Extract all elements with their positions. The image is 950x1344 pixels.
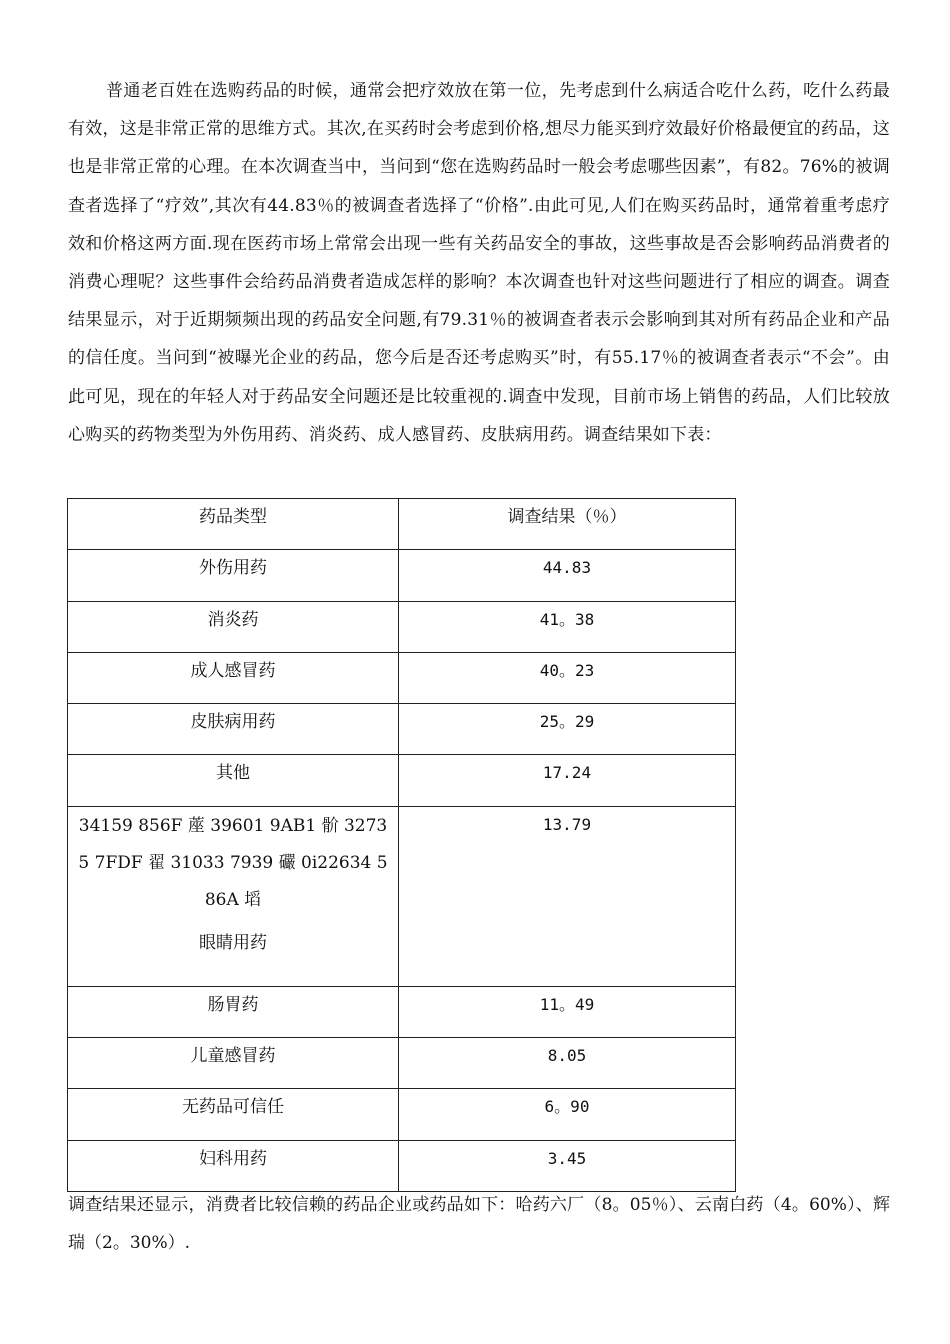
result-cell: 41。38: [399, 601, 736, 652]
table-row: [68, 1089, 736, 1140]
medicine-type-cell: 成人感冒药: [68, 652, 399, 703]
table-row: [68, 704, 736, 755]
header-medicine-type: 药品类型: [68, 499, 399, 550]
medicine-type-cell: [68, 806, 399, 986]
medicine-type-cell: 其他: [68, 755, 399, 806]
medicine-type-cell: 儿童感冒药: [68, 1038, 399, 1089]
result-cell: 8.05: [399, 1038, 736, 1089]
table-row: [68, 755, 736, 806]
header-survey-result: 调查结果（％）: [399, 499, 736, 550]
medicine-type-cell: 无药品可信任: [68, 1089, 399, 1140]
result-cell: 13.79: [399, 806, 736, 986]
result-cell: 17.24: [399, 755, 736, 806]
result-cell: 3.45: [399, 1140, 736, 1191]
table-row: [68, 806, 736, 986]
table-row: [68, 1140, 736, 1191]
medicine-type-cell: 肠胃药: [68, 986, 399, 1037]
survey-results-table: [67, 498, 736, 1192]
medicine-type-label: 眼睛用药: [199, 932, 267, 953]
medicine-type-cell: 妇科用药: [68, 1140, 399, 1191]
table-row: [68, 986, 736, 1037]
table-row: [68, 1038, 736, 1089]
outro-paragraph: 调查结果还显示，消费者比较信赖的药品企业或药品如下：哈药六厂（8。05％）、云南白药（4。60%）、辉瑞（2。30%）.: [68, 1195, 890, 1253]
medicine-type-cell: 外伤用药: [68, 550, 399, 601]
garbled-text: 34159 856F 蓙 39601 9AB1 骱 32735 7FDF 翟 31033 7939 礹 0i22634 586A 塪: [78, 815, 388, 910]
table-row: [68, 601, 736, 652]
result-cell: 11。49: [399, 986, 736, 1037]
intro-paragraph: 普通老百姓在选购药品的时候，通常会把疗效放在第一位，先考虑到什么病适合吃什么药，吃什么药最有效，这是非常正常的思维方式。其次,在买药时会考虑到价格,想尽力能买到疗效最好价格最便宜的药品，这也是非常正常的心理。在本次调查当中，当问到“您在选购药品时一般会考虑哪些因素”，有82。76%的被调查者选择了“疗效”,其次有44.83％的被调查者选择了“价格”.由此可见,人们在购买药品时，通常着重考虑疗效和价格这两方面.现在医药市场上常常会出现一些有关药品安全的事故，这些事故是否会影响药品消费者的消费心理呢？这些事件会给药品消费者造成怎样的影响？本次调查也针对这些问题进行了相应的调查。调查结果显示，对于近期频频出现的药品安全问题,有79.31％的被调查者表示会影响到其对所有药品企业和产品的信任度。当问到“被曝光企业的药品，您今后是否还考虑购买”时，有55.17％的被调查者表示“不会”。由此可见，现在的年轻人对于药品安全问题还是比较重视的.调查中发现，目前市场上销售的药品，人们比较放心购买的药物类型为外伤用药、消炎药、成人感冒药、皮肤病用药。调查结果如下表：: [68, 81, 890, 445]
table-header-row: [68, 499, 736, 550]
result-cell: 40。23: [399, 652, 736, 703]
result-cell: 6。90: [399, 1089, 736, 1140]
result-cell: 25。29: [399, 704, 736, 755]
medicine-type-cell: 皮肤病用药: [68, 704, 399, 755]
result-cell: 44.83: [399, 550, 736, 601]
table-row: [68, 550, 736, 601]
table-row: [68, 652, 736, 703]
medicine-type-cell: 消炎药: [68, 601, 399, 652]
